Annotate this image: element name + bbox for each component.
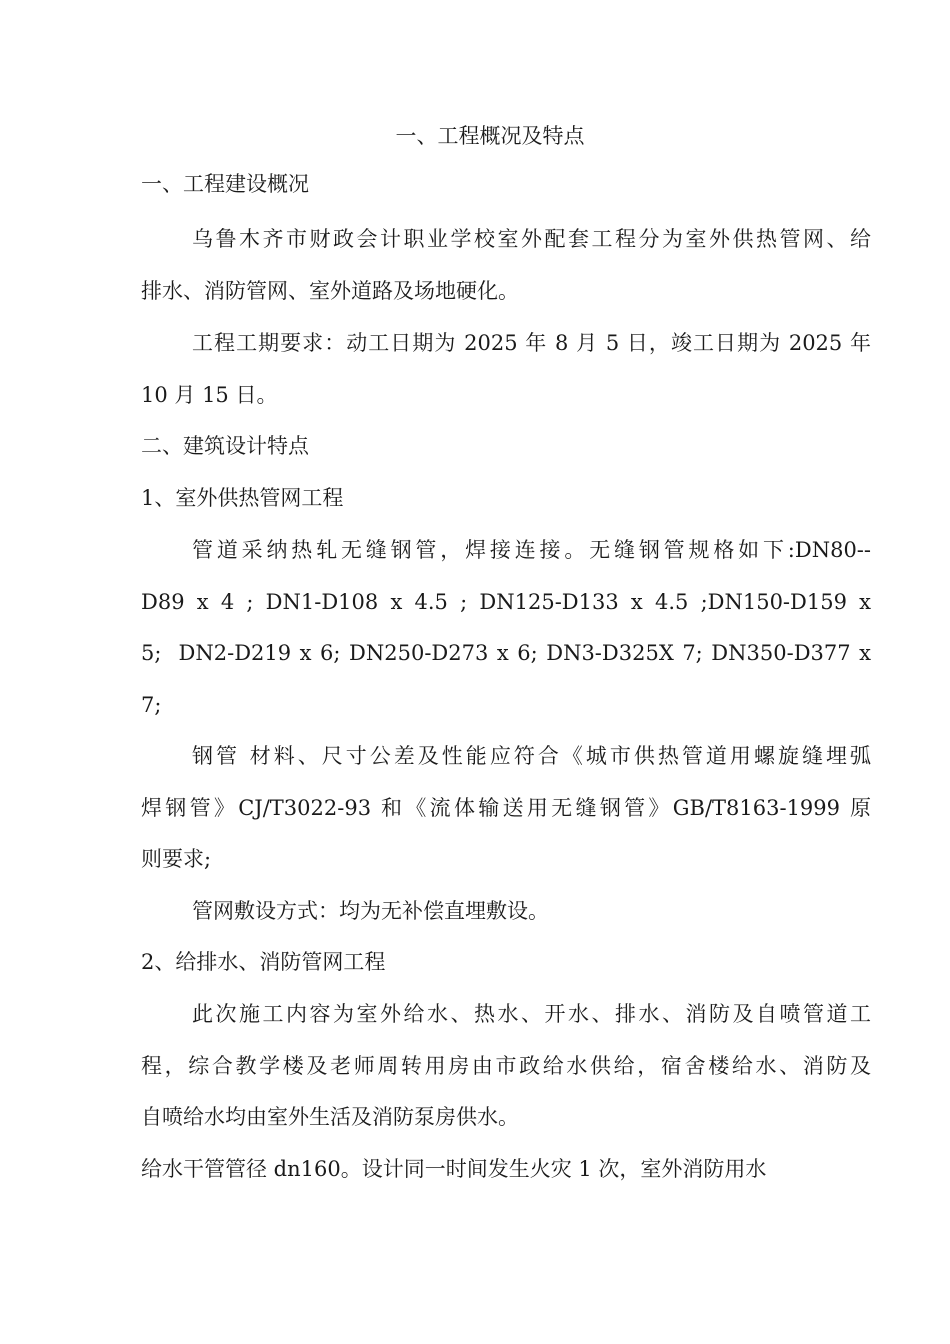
- paragraph-line: 程，综合教学楼及老师周转用房由市政给水供给，宿舍楼给水、消防及: [141, 1054, 871, 1078]
- paragraph-line: 给水干管管径 dn160。设计同一时间发生火灾 1 次，室外消防用水: [141, 1157, 767, 1181]
- paragraph-line: 焊钢管》CJ/T3022-93 和《流体输送用无缝钢管》GB/T8163-1999 原: [141, 796, 871, 820]
- subsection-heading-water: 2、给排水、消防管网工程: [141, 950, 386, 974]
- paragraph-line: 则要求;: [141, 847, 212, 871]
- paragraph-line: 此次施工内容为室外给水、热水、开水、排水、消防及自喷管道工: [192, 1002, 871, 1026]
- paragraph-line: 管道采纳热轧无缝钢管，焊接连接。无缝钢管规格如下:DN80--: [192, 538, 871, 562]
- paragraph-line: 5; DN2-D219 x 6; DN250-D273 x 6; DN3-D325X 7; DN350-D377 x: [141, 641, 871, 665]
- subsection-heading-heating: 1、室外供热管网工程: [141, 486, 344, 510]
- paragraph-line: 自喷给水均由室外生活及消防泵房供水。: [141, 1105, 519, 1129]
- paragraph-line: 10 月 15 日。: [141, 383, 278, 407]
- paragraph-line: 工程工期要求：动工日期为 2025 年 8 月 5 日，竣工日期为 2025 年: [192, 331, 871, 355]
- document-title: 一、工程概况及特点: [395, 124, 585, 148]
- section-heading-overview: 一、工程建设概况: [141, 172, 309, 196]
- paragraph-line: 管网敷设方式：均为无补偿直埋敷设。: [192, 899, 549, 923]
- paragraph-line: 乌鲁木齐市财政会计职业学校室外配套工程分为室外供热管网、给: [192, 227, 871, 251]
- paragraph-line: 排水、消防管网、室外道路及场地硬化。: [141, 279, 519, 303]
- paragraph-line: D89 x 4 ; DN1-D108 x 4.5 ; DN125-D133 x 4.5 ;DN150-D159 x: [141, 590, 871, 614]
- section-heading-design: 二、建筑设计特点: [141, 434, 309, 458]
- paragraph-line: 钢管 材料、尺寸公差及性能应符合《城市供热管道用螺旋缝埋弧: [192, 744, 871, 768]
- paragraph-line: 7;: [141, 693, 162, 717]
